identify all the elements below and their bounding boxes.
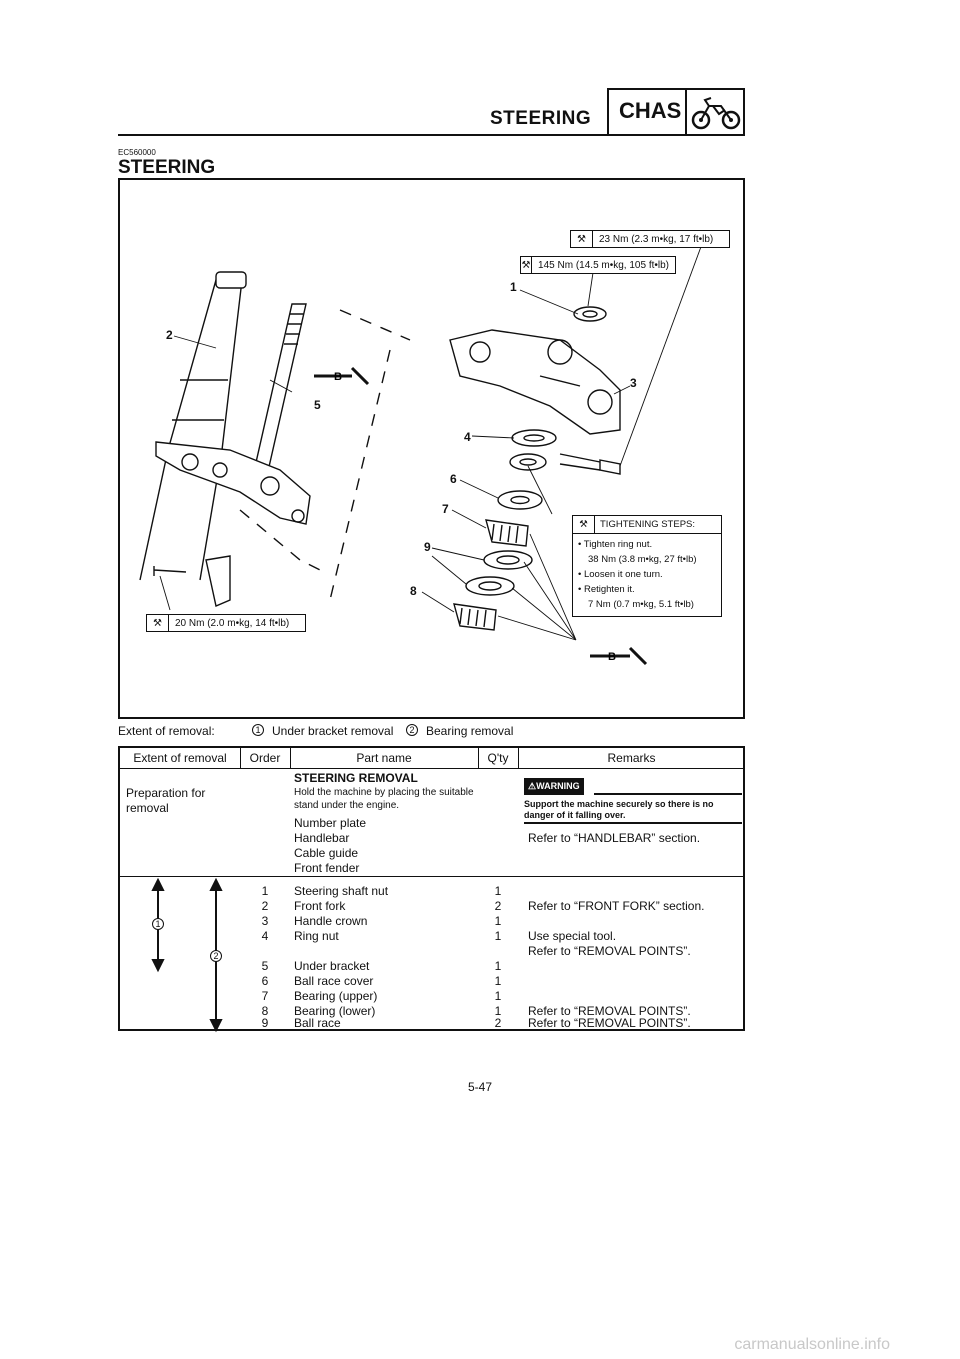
warning-rule-bottom bbox=[524, 822, 742, 824]
row-remark: Use special tool. bbox=[528, 929, 617, 943]
row-qty: 1 bbox=[494, 974, 502, 988]
row-qty: 1 bbox=[494, 914, 502, 928]
warning-rule-top bbox=[594, 793, 742, 795]
row-order: 6 bbox=[261, 974, 269, 988]
torque-wrench-icon: ⚒ bbox=[147, 615, 169, 631]
tightening-step: 38 Nm (3.8 m•kg, 27 ft•lb) bbox=[588, 554, 697, 565]
row-qty: 2 bbox=[494, 1016, 502, 1030]
watermark: carmanualsonline.info bbox=[734, 1336, 890, 1353]
row-remark: Refer to “REMOVAL POINTS”. bbox=[528, 944, 691, 958]
prep-title: STEERING REMOVAL bbox=[294, 771, 418, 785]
row-qty: 1 bbox=[494, 884, 502, 898]
row-order: 2 bbox=[261, 899, 269, 913]
row-qty: 1 bbox=[494, 929, 502, 943]
header-rule bbox=[118, 134, 608, 136]
tightening-steps-title: TIGHTENING STEPS: bbox=[600, 519, 696, 530]
chassis-badge-divider bbox=[685, 90, 687, 134]
row-order: 3 bbox=[261, 914, 269, 928]
col-header-remarks: Remarks bbox=[607, 751, 656, 765]
torque-wrench-icon: ⚒ bbox=[573, 516, 595, 533]
prep-part: Handlebar bbox=[294, 831, 350, 845]
row-qty: 1 bbox=[494, 989, 502, 1003]
torque-label-pinch-bolt: ⚒ 23 Nm (2.3 m•kg, 17 ft•lb) bbox=[570, 230, 730, 248]
row-order: 8 bbox=[261, 1004, 269, 1018]
exploded-diagram bbox=[118, 178, 745, 719]
torque-label-shaft-nut: ⚒ 145 Nm (14.5 m•kg, 105 ft•lb) bbox=[520, 256, 676, 274]
prep-extent: Preparation for removal bbox=[126, 786, 206, 815]
row-part: Ring nut bbox=[294, 929, 339, 943]
callout-9: 9 bbox=[424, 540, 431, 554]
tightening-step: • Retighten it. bbox=[578, 584, 635, 595]
chassis-badge bbox=[607, 88, 745, 136]
prep-note: Hold the machine by placing the suitable stand under the engine. bbox=[294, 787, 474, 811]
extent-label: Extent of removal: bbox=[118, 724, 215, 738]
chassis-badge-label: CHAS bbox=[619, 98, 682, 123]
row-qty: 2 bbox=[494, 899, 502, 913]
range-mark-1: 1 bbox=[152, 918, 164, 930]
callout-8: 8 bbox=[410, 584, 417, 598]
grease-mark-label-lower: B bbox=[608, 651, 616, 663]
tightening-step: • Tighten ring nut. bbox=[578, 539, 653, 550]
row-part: Under bracket bbox=[294, 959, 370, 973]
row-qty: 1 bbox=[494, 959, 502, 973]
grease-mark-label: B bbox=[334, 371, 342, 383]
row-order: 1 bbox=[261, 884, 269, 898]
col-header-qty: Q'ty bbox=[487, 751, 509, 765]
callout-6: 6 bbox=[450, 472, 457, 486]
warning-label: WARNING bbox=[536, 781, 580, 791]
tightening-step: • Loosen it one turn. bbox=[578, 569, 663, 580]
torque-wrench-icon: ⚒ bbox=[521, 257, 532, 273]
row-part: Steering shaft nut bbox=[294, 884, 389, 898]
row-part: Handle crown bbox=[294, 914, 368, 928]
warning-icon: ⚠ bbox=[528, 781, 537, 791]
row-order: 4 bbox=[261, 929, 269, 943]
extent-item-2: Bearing removal bbox=[426, 724, 514, 738]
section-title: STEERING bbox=[118, 157, 216, 178]
callout-2: 2 bbox=[166, 328, 173, 342]
warning-text: Support the machine securely so there is no danger of it falling over. bbox=[524, 799, 714, 820]
row-qty: 1 bbox=[494, 1004, 502, 1018]
col-header-extent: Extent of removal bbox=[133, 751, 227, 765]
row-part: Ball race bbox=[294, 1016, 341, 1030]
callout-4: 4 bbox=[464, 430, 471, 444]
row-part: Ball race cover bbox=[294, 974, 374, 988]
torque-label-bracket-bolt: ⚒ 20 Nm (2.0 m•kg, 14 ft•lb) bbox=[146, 614, 306, 632]
row-part: Bearing (upper) bbox=[294, 989, 378, 1003]
col-header-order: Order bbox=[249, 751, 281, 765]
prep-part: Cable guide bbox=[294, 846, 359, 860]
removal-table bbox=[118, 746, 745, 1031]
range-mark-2: 2 bbox=[406, 724, 418, 736]
row-part: Bearing (lower) bbox=[294, 1004, 376, 1018]
extent-item-1: Under bracket removal bbox=[272, 724, 394, 738]
row-order: 9 bbox=[261, 1016, 269, 1030]
range-mark-1: 1 bbox=[252, 724, 264, 736]
tightening-steps-box bbox=[572, 515, 722, 617]
remark-handlebar: Refer to “HANDLEBAR” section. bbox=[528, 831, 701, 845]
row-part: Front fork bbox=[294, 899, 346, 913]
page-number: 5-47 bbox=[467, 1080, 493, 1094]
section-code: EC560000 bbox=[118, 148, 156, 157]
motorcycle-icon bbox=[691, 94, 741, 132]
row-remark: Refer to “REMOVAL POINTS”. bbox=[528, 1004, 691, 1018]
range-mark-2: 2 bbox=[210, 950, 222, 962]
prep-part: Front fender bbox=[294, 861, 360, 875]
callout-1: 1 bbox=[510, 280, 517, 294]
callout-7: 7 bbox=[442, 502, 449, 516]
callout-3: 3 bbox=[630, 376, 637, 390]
warning-badge bbox=[524, 778, 584, 795]
row-order: 5 bbox=[261, 959, 269, 973]
header-title: STEERING bbox=[490, 108, 592, 129]
callout-5: 5 bbox=[314, 398, 321, 412]
row-remark: Refer to “FRONT FORK” section. bbox=[528, 899, 705, 913]
row-remark: Refer to “REMOVAL POINTS”. bbox=[528, 1016, 691, 1030]
row-order: 7 bbox=[261, 989, 269, 1003]
prep-part: Number plate bbox=[294, 816, 367, 830]
tightening-step: 7 Nm (0.7 m•kg, 5.1 ft•lb) bbox=[588, 599, 694, 610]
col-header-part: Part name bbox=[356, 751, 412, 765]
torque-wrench-icon: ⚒ bbox=[571, 231, 593, 247]
